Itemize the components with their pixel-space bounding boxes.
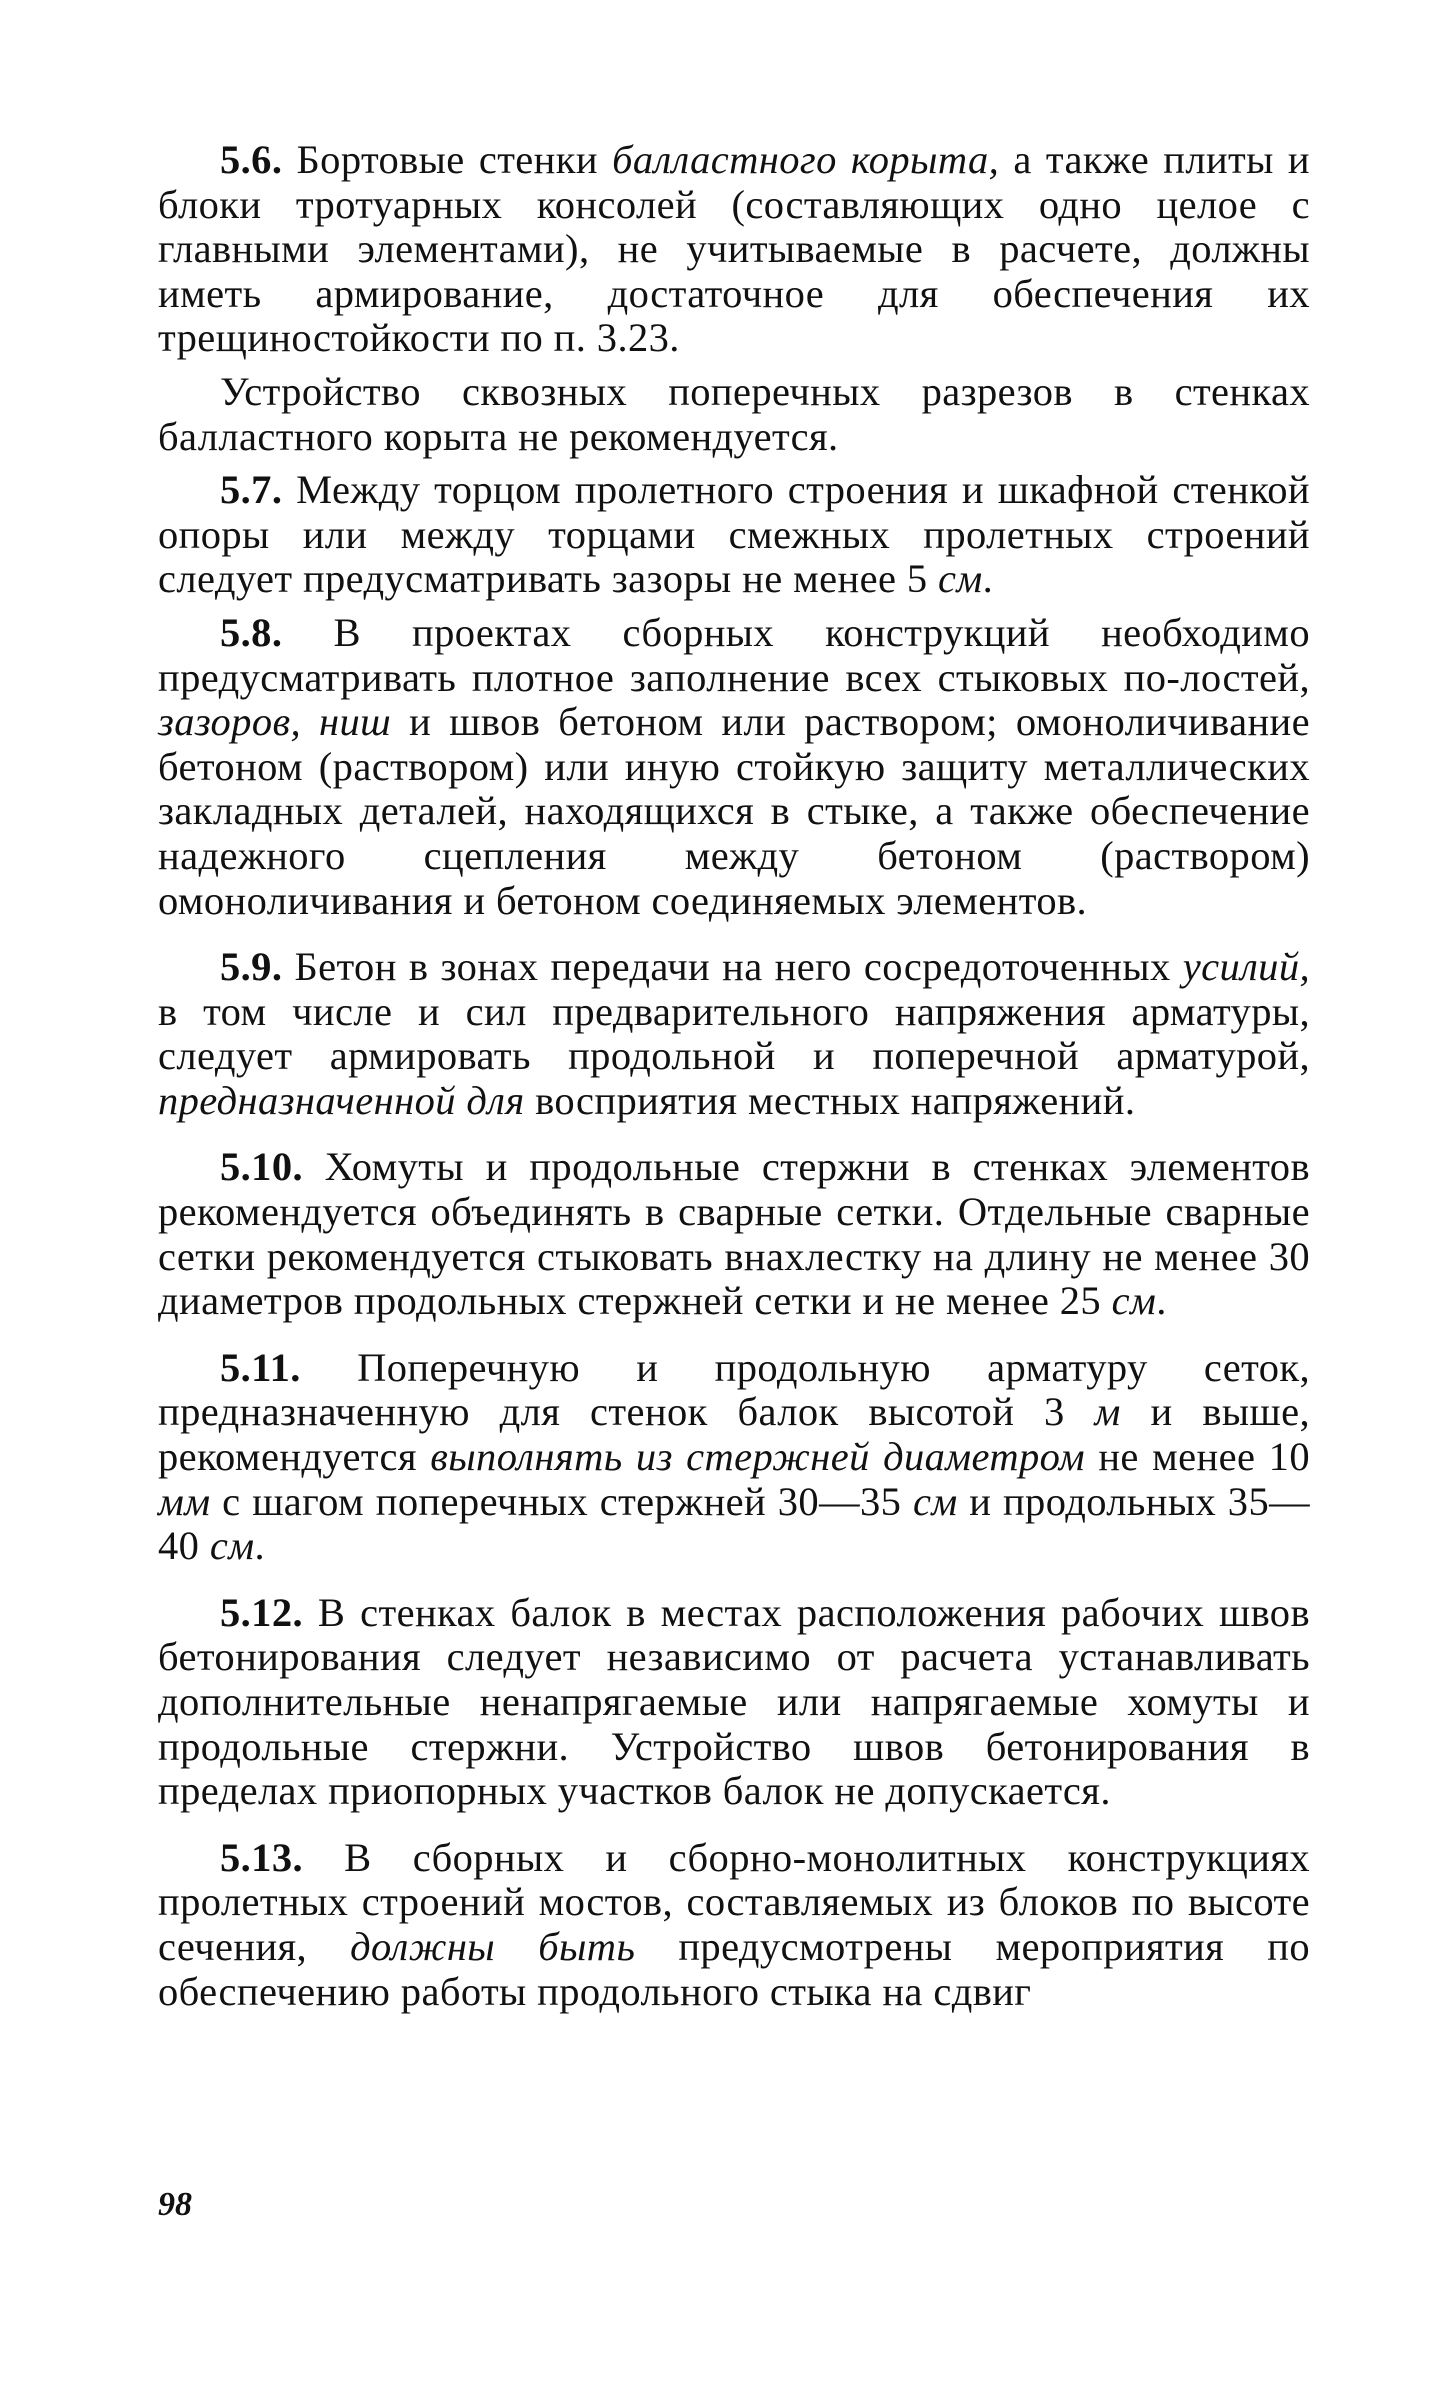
clause-5-6-note: Устройство сквозных поперечных разрезов в стенках балластного корыта не рекомендуется. xyxy=(158,368,1310,459)
clause-number: 5.8. xyxy=(220,609,283,655)
clause-5-12: 5.12. В стенках балок в местах расположения рабочих швов бетонирования следует независимо от расчета устанавливать дополнительные ненапрягаемые или напрягаемые хомуты и продольные стержни. Устройство швов бетонирования в пределах приопорных участков балок не допускается. xyxy=(158,1589,1310,1814)
clause-5-11: 5.11. Поперечную и продольную арматуру сеток, предназначенную для стенок балок высотой 3 м и выше, рекомендуется выполнять из стержней диаметром не менее 10 мм с шагом поперечных стержней 30—35 см и продольных 35—40 см. xyxy=(158,1344,1310,1569)
clause-number: 5.7. xyxy=(220,467,283,513)
clause-5-13: 5.13. В сборных и сборно-монолитных конструкциях пролетных строений мостов, составляемых из блоков по высоте сечения, должны быть предусмотрены мероприятия по обеспечению работы продольного стыка на сдвиг xyxy=(158,1834,1310,2014)
clause-number: 5.9. xyxy=(220,944,283,990)
clause-number: 5.10. xyxy=(220,1144,303,1190)
page-number: 98 xyxy=(158,2186,192,2223)
clause-5-6: 5.6. Бортовые стенки балластного корыта, а также плиты и блоки тротуарных консолей (составляющих одно целое с главными элементами), не учитываемые в расчете, должны иметь армирование, достаточное для обеспечения их трещиностойкости по п. 3.23. xyxy=(158,137,1310,361)
clause-5-9: 5.9. Бетон в зонах передачи на него сосредоточенных усилий, в том числе и сил предварительного напряжения арматуры, следует армировать продольной и поперечной арматурой, предназначенной для восприятия местных напряжений. xyxy=(158,944,1310,1123)
clause-5-7: 5.7. Между торцом пролетного строения и шкафной стенкой опоры или между торцами смежных пролетных строений следует предусматривать зазоры не менее 5 см. xyxy=(158,467,1310,602)
clause-5-10: 5.10. Хомуты и продольные стержни в стенках элементов рекомендуется объединять в сварные сетки. Отдельные сварные сетки рекомендуется стыковать внахлестку на длину не менее 30 диаметров продольных стержней сетки и не менее 25 см. xyxy=(158,1144,1310,1324)
clause-number: 5.12. xyxy=(220,1589,303,1635)
document-page xyxy=(158,138,1310,2014)
clause-number: 5.11. xyxy=(220,1344,301,1390)
clause-number: 5.6. xyxy=(220,137,283,182)
clause-number: 5.13. xyxy=(220,1834,303,1880)
clause-5-8: 5.8. В проектах сборных конструкций необходимо предусматривать плотное заполнение всех стыковых по-лостей, зазоров, ниш и швов бетоном или раствором; омоноличивание бетоном (раствором) или иную стойкую защиту металлических закладных деталей, находящихся в стыке, а также обеспечение надежного сцепления между бетоном (раствором) омоноличивания и бетоном соединяемых элементов. xyxy=(158,609,1310,923)
